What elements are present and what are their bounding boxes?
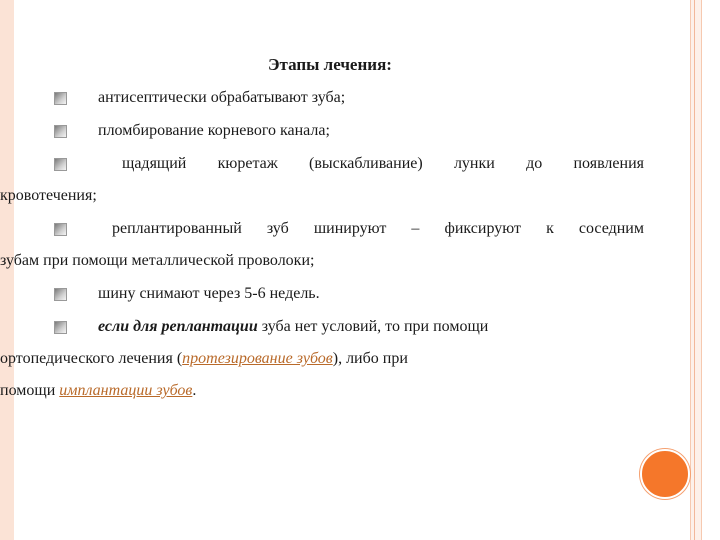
bullet-list [0,82,644,407]
item-text-line2 [0,343,644,375]
square-bullet-icon [54,288,67,301]
square-bullet-icon [54,158,67,171]
item-text-line1: щадящий кюретаж (выскабливание) лунки до появления [122,155,644,172]
list-item [54,115,644,147]
square-bullet-icon [54,125,67,138]
list-item [54,82,644,114]
orange-circle-decoration [640,449,690,499]
square-bullet-icon [54,321,67,334]
list-item [0,213,644,277]
item-text-line2: кровотечения; [0,187,97,204]
item-text-rest: зуба нет условий, то при помощи [257,318,489,335]
item-text-line1 [54,311,644,343]
text-segment: ортопедического лечения ( [0,350,183,367]
slide-frame-right-line [694,0,695,540]
link-prosthetics[interactable]: протезирование зубов [182,350,333,367]
item-text: пломбирование корневого канала; [98,122,330,139]
emphasis-text: если для реплантации [98,318,258,335]
list-item [0,148,644,212]
text-segment: ), либо при [332,350,408,367]
item-text-line3 [0,375,644,407]
slide-title: Этапы лечения: [268,55,392,74]
text-segment: . [192,382,197,399]
square-bullet-icon [54,92,67,105]
text-segment: помощи [0,382,60,399]
list-item [54,278,644,310]
item-text-line2: зубам при помощи металлической проволоки; [0,252,315,269]
square-bullet-icon [54,223,67,236]
item-text: антисептически обрабатывают зуба; [98,89,346,106]
slide-frame-right [690,0,702,540]
item-text-line1: реплантированный зуб шинируют – фиксируют к соседним [112,220,644,237]
list-item [0,311,644,407]
item-text: шину снимают через 5-6 недель. [98,285,320,302]
link-implantation[interactable]: имплантации зубов [59,382,193,399]
